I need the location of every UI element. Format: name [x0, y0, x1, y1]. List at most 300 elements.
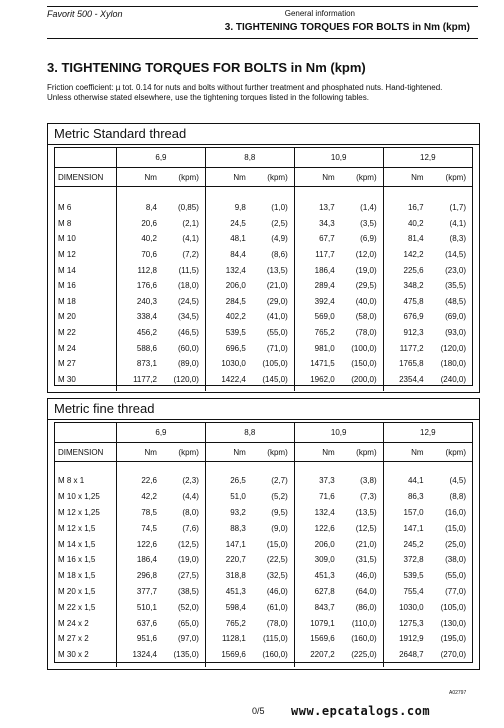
kpm-value: (38,5): [161, 584, 205, 600]
kpm-value: (8,0): [161, 505, 205, 521]
nm-value: 240,3: [136, 296, 157, 306]
nm-value: 78,5: [141, 507, 157, 517]
kpm-value: (200,0): [339, 372, 383, 388]
dimension-cell: M 16: [55, 278, 117, 294]
kpm-value: (13,5): [339, 505, 383, 521]
nm-value: 84,4: [230, 250, 246, 260]
kpm-value: (65,0): [161, 615, 205, 631]
kpm-value: (40,0): [339, 294, 383, 310]
kpm-header: (kpm): [339, 443, 383, 462]
table-row: [55, 340, 472, 356]
kpm-value: (4,4): [161, 489, 205, 505]
dimension-cell: M 22 x 1,5: [55, 599, 117, 615]
kpm-value: (69,0): [445, 312, 466, 322]
kpm-value: (3,8): [339, 473, 383, 489]
kpm-value: (4,5): [449, 476, 466, 486]
nm-value: 873,1: [136, 359, 157, 369]
filler-cell: [339, 663, 383, 667]
nm-header: Nm: [383, 443, 427, 462]
nm-value: 1079,1: [310, 618, 335, 628]
nm-value: 186,4: [136, 555, 157, 565]
grade-corner-cell: [55, 148, 117, 168]
dimension-cell: M 22: [55, 325, 117, 341]
spacer-cell: [428, 187, 472, 201]
figure-code: A02797: [449, 690, 467, 696]
dimension-cell: M 10: [55, 231, 117, 247]
kpm-value: (16,0): [445, 507, 466, 517]
nm-header: Nm: [205, 168, 249, 187]
kpm-value: (31,5): [339, 552, 383, 568]
nm-value: 475,8: [403, 296, 424, 306]
nm-value: 1275,3: [399, 618, 424, 628]
nm-value: 24,5: [230, 218, 246, 228]
manual-model: Favorit 500 - Xylon: [47, 9, 123, 19]
kpm-value: (48,5): [445, 296, 466, 306]
nm-value: 225,6: [403, 265, 424, 275]
kpm-value: (86,0): [339, 599, 383, 615]
nm-value: 296,8: [136, 571, 157, 581]
dimension-cell: M 30 x 2: [55, 647, 117, 663]
kpm-value: (7,2): [161, 247, 205, 263]
nm-value: 16,7: [407, 203, 424, 213]
table-row: [55, 615, 472, 631]
kpm-value: (12,0): [339, 247, 383, 263]
spacer-dim: [55, 187, 117, 201]
table-row: [55, 309, 472, 325]
nm-value: 67,7: [319, 234, 335, 244]
kpm-value: (58,0): [339, 309, 383, 325]
nm-value: 26,5: [230, 476, 246, 486]
kpm-value: (15,0): [250, 536, 294, 552]
kpm-value: (11,5): [161, 262, 205, 278]
kpm-value: (4,9): [250, 231, 294, 247]
table-row: [55, 200, 472, 216]
nm-value: 86,3: [407, 492, 424, 502]
table-row: [55, 356, 472, 372]
column-header-row: [55, 168, 472, 187]
nm-value: 318,8: [225, 571, 246, 581]
nm-value: 71,6: [319, 492, 335, 502]
nm-header: Nm: [205, 443, 249, 462]
kpm-value: (27,5): [161, 568, 205, 584]
filler-row: [55, 663, 472, 667]
kpm-header: (kpm): [428, 168, 472, 187]
kpm-value: (12,5): [161, 536, 205, 552]
kpm-value: (46,0): [250, 584, 294, 600]
nm-header: Nm: [117, 443, 161, 462]
kpm-value: (38,0): [445, 555, 466, 565]
nm-value: 147,1: [225, 539, 246, 549]
nm-value: 569,0: [314, 312, 335, 322]
kpm-value: (23,0): [445, 265, 466, 275]
kpm-value: (25,0): [445, 539, 466, 549]
nm-value: 637,6: [136, 618, 157, 628]
dimension-cell: M 8: [55, 216, 117, 232]
dimension-cell: M 8 x 1: [55, 473, 117, 489]
kpm-header: (kpm): [428, 443, 472, 462]
nm-value: 289,4: [314, 281, 335, 291]
filler-cell: [294, 663, 338, 667]
kpm-value: (105,0): [440, 602, 466, 612]
kpm-value: (19,0): [339, 262, 383, 278]
nm-value: 157,0: [403, 507, 424, 517]
standard-thread-title: Metric Standard thread: [48, 124, 479, 145]
nm-value: 451,3: [225, 586, 246, 596]
dimension-cell: M 20: [55, 309, 117, 325]
nm-value: 539,5: [403, 571, 424, 581]
dimension-cell: M 12: [55, 247, 117, 263]
nm-value: 44,1: [407, 476, 424, 486]
nm-header: Nm: [294, 168, 338, 187]
nm-value: 981,0: [314, 343, 335, 353]
nm-value: 42,2: [141, 492, 157, 502]
kpm-value: (46,0): [339, 568, 383, 584]
kpm-value: (21,0): [250, 278, 294, 294]
kpm-header: (kpm): [339, 168, 383, 187]
nm-value: 1569,6: [310, 634, 335, 644]
spacer-cell: [117, 187, 161, 201]
filler-cell: [205, 663, 249, 667]
intro-line-1: Friction coefficient: µ tot. 0.14 for nuts and bolts without further treatment and phosphated nuts. Hand-tightened.: [47, 83, 443, 92]
kpm-value: (12,5): [339, 520, 383, 536]
filler-cell: [383, 387, 427, 391]
spacer-cell: [205, 462, 249, 474]
kpm-value: (150,0): [339, 356, 383, 372]
nm-header: Nm: [294, 443, 338, 462]
dimension-cell: M 12 x 1,5: [55, 520, 117, 536]
kpm-value: (225,0): [339, 647, 383, 663]
dimension-header: DIMENSION: [55, 443, 117, 462]
filler-cell: [383, 663, 427, 667]
spacer-cell: [383, 462, 427, 474]
nm-value: 1912,9: [399, 634, 424, 644]
nm-value: 81,4: [407, 234, 424, 244]
spacer-cell: [294, 462, 338, 474]
dimension-cell: M 14: [55, 262, 117, 278]
table-row: [55, 325, 472, 341]
nm-value: 843,7: [314, 602, 335, 612]
nm-value: 1422,4: [221, 374, 246, 384]
nm-value: 34,3: [319, 218, 335, 228]
kpm-value: (60,0): [161, 340, 205, 356]
spacer-cell: [250, 462, 294, 474]
nm-value: 2648,7: [399, 650, 424, 660]
grade-label: 8,8: [205, 423, 294, 443]
nm-value: 1128,1: [221, 634, 246, 644]
table-row: [55, 473, 472, 489]
nm-value: 20,6: [141, 218, 157, 228]
table-row: [55, 505, 472, 521]
kpm-value: (2,1): [161, 216, 205, 232]
dimension-cell: M 27: [55, 356, 117, 372]
spacer-cell: [205, 187, 249, 201]
kpm-value: (9,5): [250, 505, 294, 521]
dimension-cell: M 24 x 2: [55, 615, 117, 631]
nm-value: 132,4: [225, 265, 246, 275]
kpm-value: (7,6): [161, 520, 205, 536]
table-row: [55, 584, 472, 600]
grade-label: 6,9: [117, 148, 206, 168]
nm-value: 696,5: [225, 343, 246, 353]
column-header-row: [55, 443, 472, 462]
table-row: [55, 520, 472, 536]
kpm-value: (4,1): [449, 218, 466, 228]
table-row: [55, 262, 472, 278]
filler-cell: [161, 663, 205, 667]
kpm-value: (160,0): [250, 647, 294, 663]
spacer-cell: [339, 187, 383, 201]
grade-corner-cell: [55, 423, 117, 443]
nm-value: 1030,0: [221, 359, 246, 369]
spacer-cell: [161, 462, 205, 474]
page-number: 0/5: [252, 706, 265, 716]
table-row: [55, 552, 472, 568]
kpm-value: (29,5): [339, 278, 383, 294]
fine-thread-grid: [54, 422, 473, 663]
kpm-value: (97,0): [161, 631, 205, 647]
nm-value: 8,4: [145, 203, 157, 213]
kpm-value: (195,0): [440, 634, 466, 644]
nm-value: 951,6: [136, 634, 157, 644]
nm-value: 1569,6: [221, 650, 246, 660]
kpm-value: (130,0): [440, 618, 466, 628]
kpm-value: (240,0): [440, 374, 466, 384]
footer-site: www.epcatalogs.com: [291, 704, 431, 718]
grade-label: 12,9: [383, 423, 472, 443]
nm-value: 912,3: [403, 328, 424, 338]
grade-label: 12,9: [383, 148, 472, 168]
nm-value: 51,0: [230, 492, 246, 502]
filler-row: [55, 387, 472, 391]
nm-value: 22,6: [141, 476, 157, 486]
dimension-cell: M 12 x 1,25: [55, 505, 117, 521]
kpm-value: (8,8): [449, 492, 466, 502]
spacer-cell: [161, 187, 205, 201]
fine-torque-grid: [55, 423, 472, 667]
kpm-value: (270,0): [440, 650, 466, 660]
nm-value: 588,6: [136, 343, 157, 353]
kpm-value: (120,0): [440, 343, 466, 353]
kpm-value: (55,0): [250, 325, 294, 341]
nm-value: 1962,0: [310, 374, 335, 384]
kpm-value: (120,0): [161, 372, 205, 388]
grade-label: 10,9: [294, 148, 383, 168]
dimension-cell: M 27 x 2: [55, 631, 117, 647]
spacer-cell: [117, 462, 161, 474]
kpm-value: (34,5): [161, 309, 205, 325]
nm-value: 2207,2: [310, 650, 335, 660]
nm-value: 220,7: [225, 555, 246, 565]
kpm-value: (0,85): [161, 200, 205, 216]
kpm-value: (18,0): [161, 278, 205, 294]
kpm-value: (1,0): [250, 200, 294, 216]
kpm-value: (61,0): [250, 599, 294, 615]
grade-label: 8,8: [205, 148, 294, 168]
nm-value: 755,4: [403, 586, 424, 596]
kpm-value: (77,0): [445, 586, 466, 596]
dimension-cell: M 18 x 1,5: [55, 568, 117, 584]
kpm-value: (1,4): [339, 200, 383, 216]
kpm-value: (4,1): [161, 231, 205, 247]
page-header: [47, 6, 478, 39]
kpm-header: (kpm): [250, 443, 294, 462]
table-row: [55, 278, 472, 294]
kpm-value: (55,0): [445, 571, 466, 581]
kpm-value: (71,0): [250, 340, 294, 356]
kpm-value: (29,0): [250, 294, 294, 310]
nm-value: 1324,4: [132, 650, 157, 660]
table-row: [55, 294, 472, 310]
kpm-header: (kpm): [161, 443, 205, 462]
kpm-value: (180,0): [440, 359, 466, 369]
kpm-value: (14,5): [445, 250, 466, 260]
filler-cell: [117, 663, 161, 667]
grade-label: 6,9: [117, 423, 206, 443]
filler-dim: [55, 387, 117, 391]
fine-thread-title: Metric fine thread: [48, 399, 479, 420]
kpm-value: (2,7): [250, 473, 294, 489]
nm-value: 40,2: [141, 234, 157, 244]
spacer-cell: [428, 462, 472, 474]
standard-torque-grid: [55, 148, 472, 391]
filler-cell: [117, 387, 161, 391]
grade-label: 10,9: [294, 423, 383, 443]
kpm-value: (2,5): [250, 216, 294, 232]
kpm-value: (46,5): [161, 325, 205, 341]
kpm-value: (22,5): [250, 552, 294, 568]
kpm-value: (52,0): [161, 599, 205, 615]
kpm-value: (135,0): [161, 647, 205, 663]
nm-value: 93,2: [230, 507, 246, 517]
kpm-value: (5,2): [250, 489, 294, 505]
nm-value: 539,5: [225, 328, 246, 338]
nm-value: 70,6: [141, 250, 157, 260]
nm-value: 112,8: [137, 265, 157, 275]
kpm-value: (35,5): [445, 281, 466, 291]
kpm-value: (145,0): [250, 372, 294, 388]
nm-value: 122,6: [136, 539, 157, 549]
grade-header-row: [55, 148, 472, 168]
nm-value: 598,4: [225, 602, 246, 612]
nm-value: 186,4: [314, 265, 335, 275]
kpm-value: (160,0): [339, 631, 383, 647]
nm-value: 88,3: [230, 523, 246, 533]
nm-value: 1765,8: [399, 359, 424, 369]
kpm-value: (64,0): [339, 584, 383, 600]
nm-value: 147,1: [403, 523, 424, 533]
nm-header: Nm: [383, 168, 427, 187]
nm-value: 117,7: [315, 250, 335, 260]
table-row: [55, 631, 472, 647]
nm-value: 48,1: [230, 234, 246, 244]
kpm-value: (3,5): [339, 216, 383, 232]
standard-thread-grid: [54, 147, 473, 386]
kpm-value: (7,3): [339, 489, 383, 505]
dimension-cell: M 16 x 1,5: [55, 552, 117, 568]
filler-cell: [250, 663, 294, 667]
nm-value: 1471,5: [310, 359, 335, 369]
table-row: [55, 536, 472, 552]
nm-value: 132,4: [314, 507, 335, 517]
kpm-value: (19,0): [161, 552, 205, 568]
filler-cell: [250, 387, 294, 391]
filler-dim: [55, 663, 117, 667]
dimension-cell: M 24: [55, 340, 117, 356]
spacer-row: [55, 187, 472, 201]
kpm-value: (6,9): [339, 231, 383, 247]
nm-value: 2354,4: [399, 374, 424, 384]
nm-value: 142,2: [403, 250, 424, 260]
nm-value: 338,4: [136, 312, 157, 322]
spacer-cell: [339, 462, 383, 474]
filler-cell: [205, 387, 249, 391]
kpm-value: (15,0): [445, 523, 466, 533]
nm-header: Nm: [117, 168, 161, 187]
nm-value: 206,0: [225, 281, 246, 291]
nm-value: 377,7: [136, 586, 157, 596]
table-row: [55, 599, 472, 615]
table-row: [55, 647, 472, 663]
kpm-value: (32,5): [250, 568, 294, 584]
spacer-row: [55, 462, 472, 474]
grade-header-row: [55, 423, 472, 443]
nm-value: 13,7: [319, 203, 335, 213]
nm-value: 309,0: [314, 555, 335, 565]
nm-value: 392,4: [314, 296, 335, 306]
kpm-value: (100,0): [339, 340, 383, 356]
nm-value: 245,2: [403, 539, 424, 549]
kpm-value: (115,0): [250, 631, 294, 647]
intro-line-2: Unless otherwise stated elsewhere, use the tightening torques listed in the following tables.: [47, 93, 369, 102]
dimension-cell: M 6: [55, 200, 117, 216]
kpm-value: (8,3): [449, 234, 466, 244]
kpm-value: (2,3): [161, 473, 205, 489]
nm-value: 456,2: [136, 328, 157, 338]
nm-value: 9,8: [234, 203, 246, 213]
spacer-cell: [383, 187, 427, 201]
page-title: 3. TIGHTENING TORQUES FOR BOLTS in Nm (kpm): [47, 60, 366, 75]
nm-value: 676,9: [403, 312, 424, 322]
table-row: [55, 489, 472, 505]
fine-thread-table: [47, 398, 480, 670]
nm-value: 1030,0: [399, 602, 424, 612]
kpm-value: (93,0): [445, 328, 466, 338]
kpm-value: (9,0): [250, 520, 294, 536]
kpm-value: (89,0): [161, 356, 205, 372]
kpm-value: (8,6): [250, 247, 294, 263]
kpm-value: (78,0): [250, 615, 294, 631]
kpm-value: (1,7): [449, 203, 466, 213]
kpm-header: (kpm): [250, 168, 294, 187]
kpm-header: (kpm): [161, 168, 205, 187]
kpm-value: (78,0): [339, 325, 383, 341]
nm-value: 510,1: [136, 602, 157, 612]
filler-cell: [428, 663, 472, 667]
nm-value: 176,6: [136, 281, 157, 291]
dimension-cell: M 10 x 1,25: [55, 489, 117, 505]
nm-value: 122,6: [314, 523, 335, 533]
dimension-cell: M 14 x 1,5: [55, 536, 117, 552]
section-name: General information: [284, 9, 355, 18]
kpm-value: (13,5): [250, 262, 294, 278]
dimension-cell: M 20 x 1,5: [55, 584, 117, 600]
filler-cell: [294, 387, 338, 391]
nm-value: 765,2: [314, 328, 335, 338]
kpm-value: (24,5): [161, 294, 205, 310]
spacer-dim: [55, 462, 117, 474]
nm-value: 37,3: [319, 476, 335, 486]
kpm-value: (21,0): [339, 536, 383, 552]
